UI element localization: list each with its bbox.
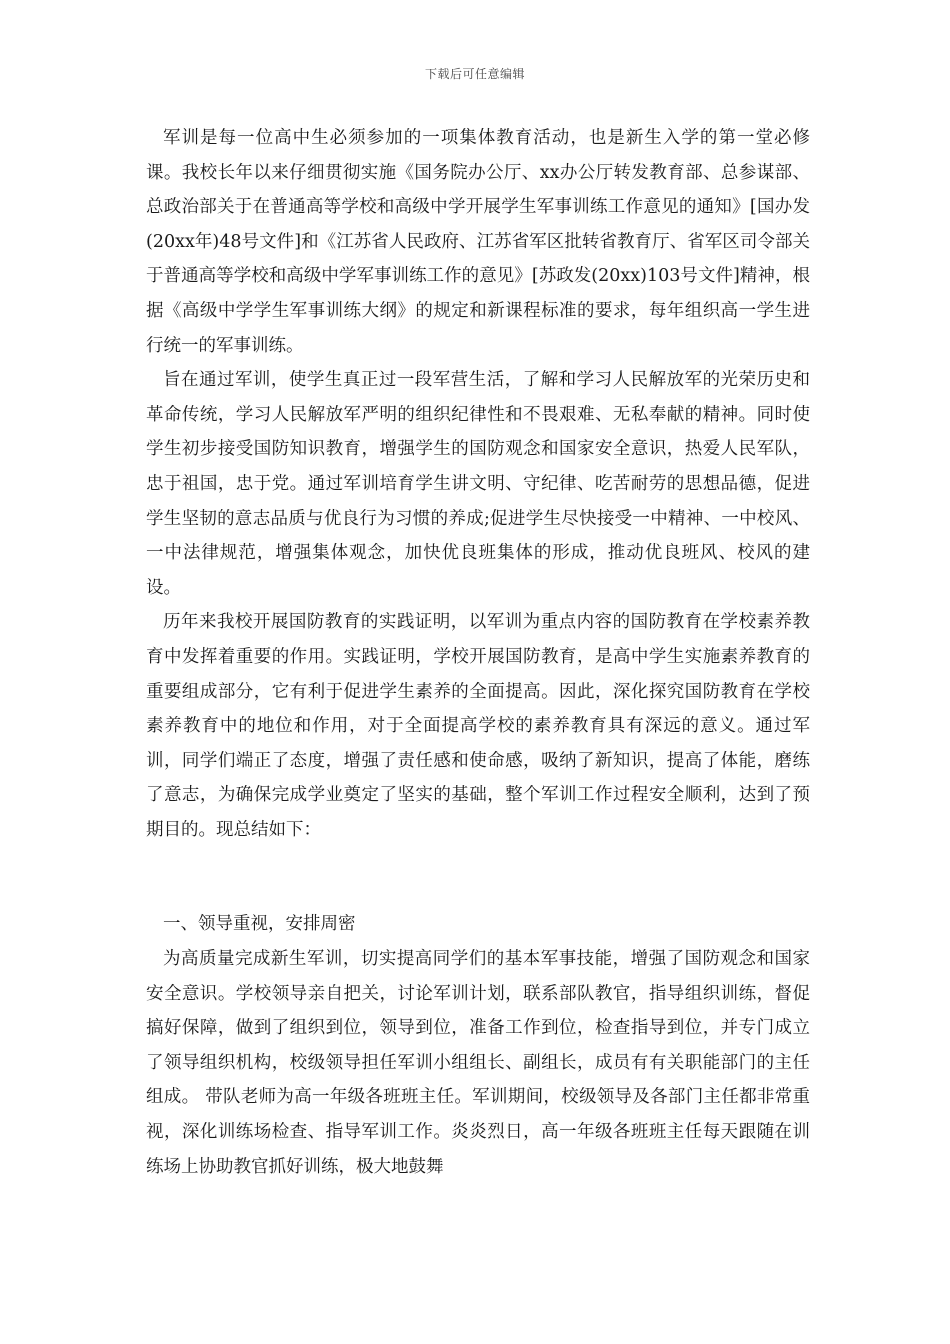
section-spacer (146, 847, 810, 907)
document-body (146, 121, 810, 1184)
paragraph-intro: 军训是每一位高中生必须参加的一项集体教育活动，也是新生入学的第一堂必修课。我校长年以来仔细贯彻实施《国务院办公厅、xx办公厅转发教育部、总参谋部、总政治部关于在普通高等学校和高级中学开展学生军事训练工作意见的通知》[国办发(20xx年)48号文件]和《江苏省人民政府、江苏省军区批转省教育厅、省军区司令部关于普通高等学校和高级中学军事训练工作的意见》[苏政发(20xx)103号文件]精神，根据《高级中学学生军事训练大纲》的规定和新课程标准的要求，每年组织高一学生进行统一的军事训练。 (146, 128, 810, 356)
paragraph-purpose: 旨在通过军训，使学生真正过一段军营生活，了解和学习人民解放军的光荣历史和革命传统，学习人民解放军严明的组织纪律性和不畏艰难、无私奉献的精神。同时使学生初步接受国防知识教育，增强学生的国防观念和国家安全意识，热爱人民军队，忠于祖国，忠于党。通过军训培育学生讲文明、守纪律、吃苦耐劳的思想品德，促进学生坚韧的意志品质与优良行为习惯的养成;促进学生尽快接受一中精神、一中校风、一中法律规范，增强集体观念，加快优良班集体的形成，推动优良班风、校风的建设。 (146, 370, 810, 598)
paragraph-practice: 历年来我校开展国防教育的实践证明，以军训为重点内容的国防教育在学校素养教育中发挥着重要的作用。实践证明，学校开展国防教育，是高中学生实施素养教育的重要组成部分，它有利于促进学生素养的全面提高。因此，深化探究国防教育在学校素养教育中的地位和作用，对于全面提高学校的素养教育具有深远的意义。通过军训，同学们端正了态度，增强了责任感和使命感，吸纳了新知识，提高了体能，磨练了意志，为确保完成学业奠定了坚实的基础，整个军训工作过程安全顺利，达到了预期目的。现总结如下： (146, 612, 810, 840)
paragraph-leadership: 为高质量完成新生军训，切实提高同学们的基本军事技能，增强了国防观念和国家安全意识。学校领导亲自把关，讨论军训计划，联系部队教官，指导组织训练，督促搞好保障，做到了组织到位，领导到位，准备工作到位，检查指导到位，并专门成立了领导组织机构，校级领导担任军训小组组长、副组长，成员有有关职能部门的主任组成。 带队老师为高一年级各班班主任。军训期间，校级领导及各部门主任都非常重视，深化训练场检查、指导军训工作。炎炎烈日，高一年级各班班主任每天跟随在训练场上协助教官抓好训练，极大地鼓舞 (146, 949, 810, 1177)
page-header: 下载后可任意编辑 (424, 67, 525, 81)
section-heading: 一、领导重视，安排周密 (163, 914, 356, 935)
